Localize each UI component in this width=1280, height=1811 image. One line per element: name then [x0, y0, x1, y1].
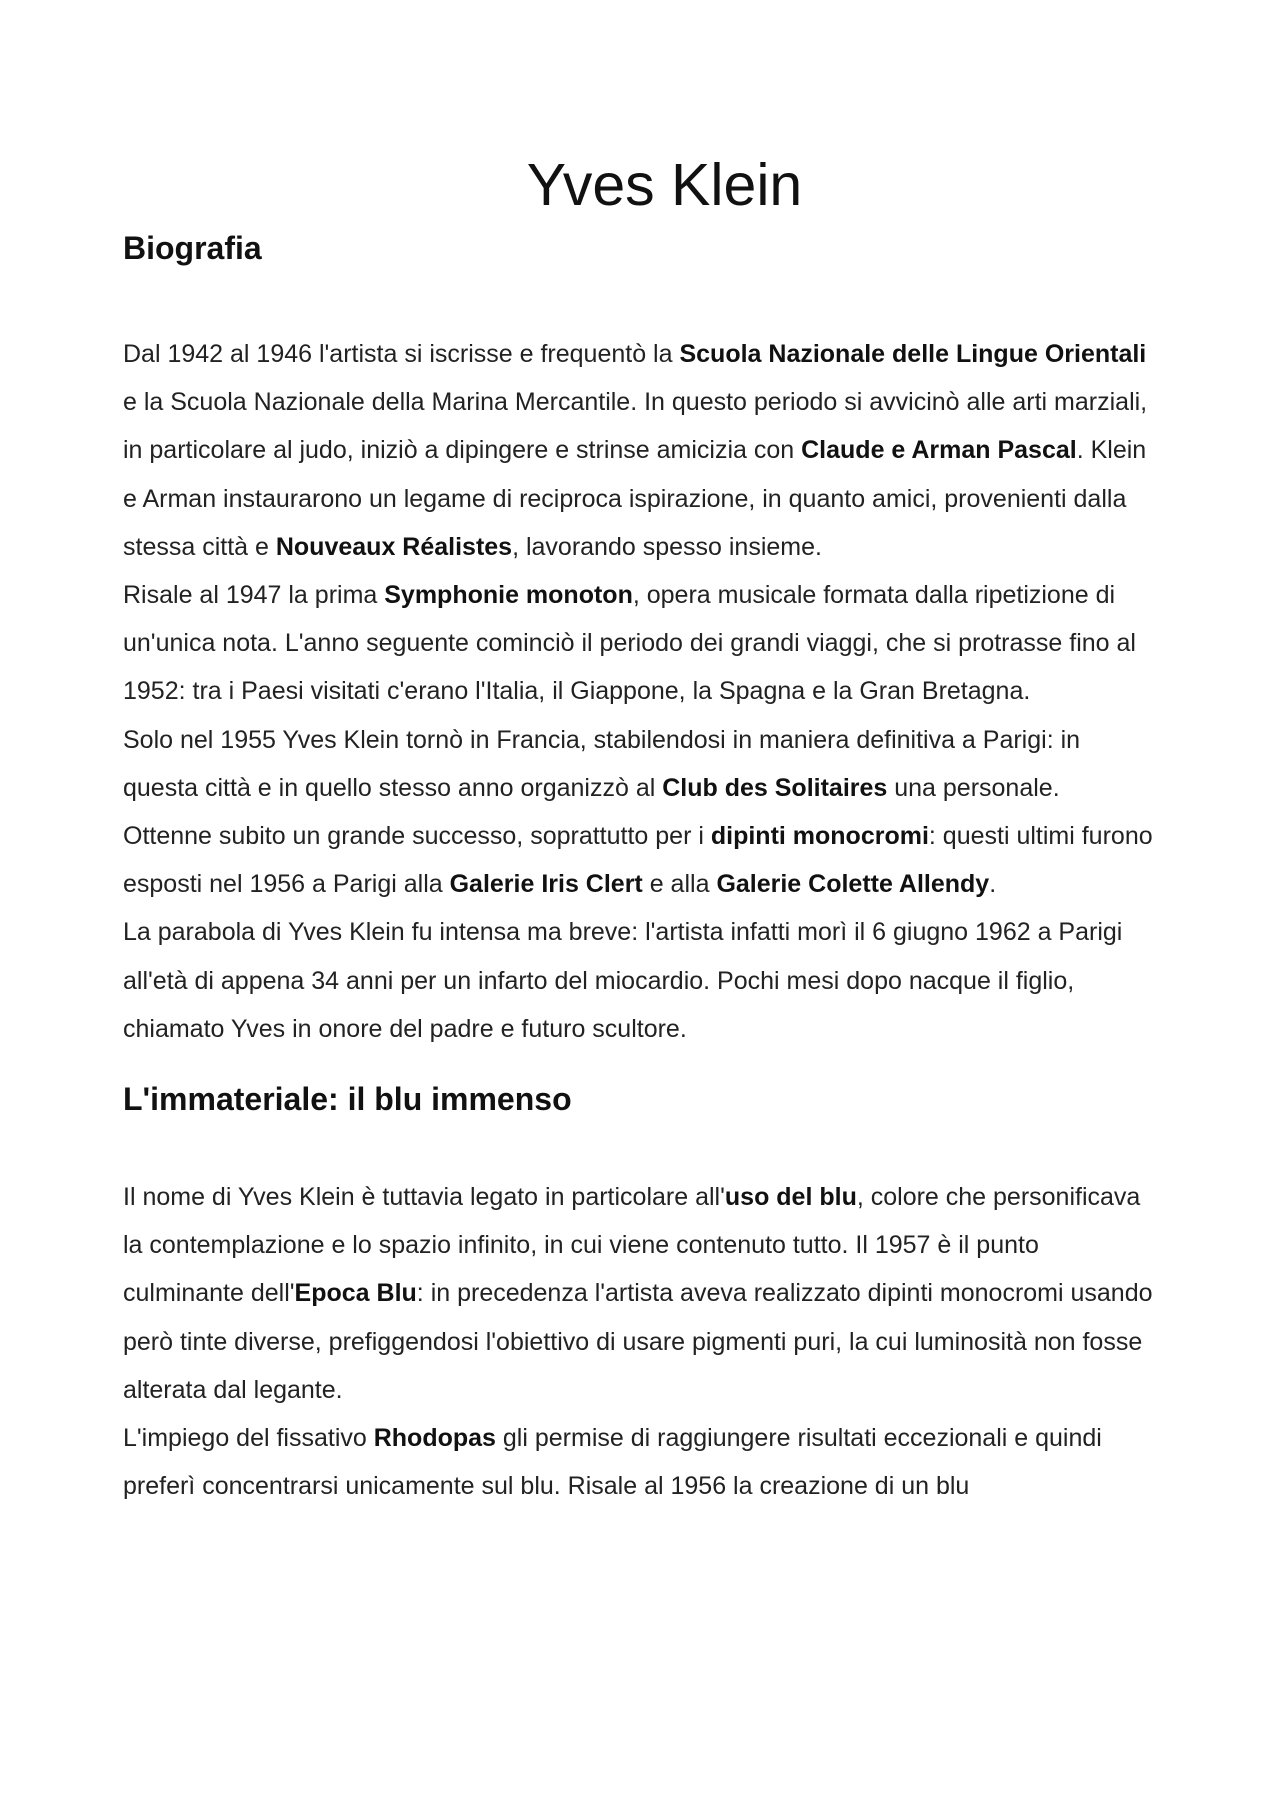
paragraph — [123, 330, 1158, 571]
paragraph — [123, 908, 1158, 1053]
document-title: Yves Klein — [526, 152, 803, 218]
text-run: : questi ultimi furono esposti nel 1956 a Parigi alla — [123, 822, 1153, 899]
text-run: . Klein e Arman instaurarono un legame di reciproca ispirazione, in quanto amici, provenienti dalla stessa città e — [123, 436, 1147, 561]
text-run: , lavorando spesso insieme. — [512, 532, 822, 561]
section-body-immateriale — [123, 1173, 1158, 1510]
paragraph — [123, 571, 1158, 716]
bold-term: Nouveaux Réalistes — [275, 532, 513, 561]
text-run: La parabola di Yves Klein fu intensa ma breve: l'artista infatti morì il 6 giugno 1962 a Parigi all'età di appena 34 anni per un infarto del miocardio. Pochi mesi dopo nacque il figlio, chiamato Yves in onore del padre e futuro scultore. — [123, 918, 1123, 1043]
text-run: Solo nel 1955 Yves Klein tornò in Francia, stabilendosi in maniera definitiva a Parigi: in questa città e in quello stesso anno organizzò al — [123, 725, 1081, 802]
text-run: Ottenne subito un grande successo, soprattutto per i — [123, 822, 711, 851]
paragraph — [123, 1173, 1158, 1414]
bold-term: Claude e Arman Pascal — [801, 436, 1077, 465]
section-heading-biografia: Biografia — [123, 230, 262, 266]
bold-term: Epoca Blu — [294, 1279, 417, 1308]
paragraph — [123, 812, 1158, 908]
text-run: Il nome di Yves Klein è tuttavia legato in particolare all' — [123, 1183, 725, 1212]
section-heading-immateriale: L'immateriale: il blu immenso — [123, 1081, 572, 1118]
text-run: Risale al 1947 la prima — [123, 581, 385, 610]
bold-term: uso del blu — [724, 1183, 857, 1212]
text-run: e alla — [642, 870, 717, 899]
bold-term: dipinti monocromi — [710, 822, 929, 851]
paragraph — [123, 716, 1158, 812]
bold-term: Rhodopas — [373, 1424, 496, 1453]
text-run: , opera musicale formata dalla ripetizione di un'unica nota. L'anno seguente cominciò il periodo dei grandi viaggi, che si protrasse fino al 1952: tra i Paesi visitati c'erano l'Italia, il Giappone, la Spagna e la Gran Bretagna. — [123, 581, 1136, 706]
bold-term: Scuola Nazionale delle Lingue Orientali — [679, 340, 1147, 368]
text-run: una personale. — [887, 773, 1060, 802]
bold-term: Galerie Iris Clert — [449, 870, 643, 899]
section-body-biografia — [123, 330, 1158, 1053]
bold-term: Club des Solitaires — [662, 773, 888, 802]
bold-term: Galerie Colette Allendy — [716, 870, 990, 899]
text-run: L'impiego del fissativo — [123, 1424, 374, 1453]
text-run: : in precedenza l'artista aveva realizzato dipinti monocromi usando però tinte diverse, prefiggendosi l'obiettivo di usare pigmenti puri, la cui luminosità non fosse alterata dal legante. — [123, 1279, 1153, 1404]
text-run: e la Scuola Nazionale della Marina Mercantile. In questo periodo si avvicinò alle arti marziali, in particolare al judo, iniziò a dipingere e strinse amicizia con — [123, 388, 1148, 465]
paragraph — [123, 1414, 1158, 1510]
bold-term: Symphonie monoton — [384, 581, 633, 610]
text-run: , colore che personificava la contemplazione e lo spazio infinito, in cui viene contenuto tutto. Il 1957 è il punto culminante dell' — [123, 1183, 1141, 1308]
text-run: Dal 1942 al 1946 l'artista si iscrisse e frequentò la — [123, 340, 680, 368]
text-run: . — [989, 870, 997, 899]
text-run: gli permise di raggiungere risultati eccezionali e quindi preferì concentrarsi unicamente sul blu. Risale al 1956 la creazione di un blu — [123, 1424, 1102, 1501]
